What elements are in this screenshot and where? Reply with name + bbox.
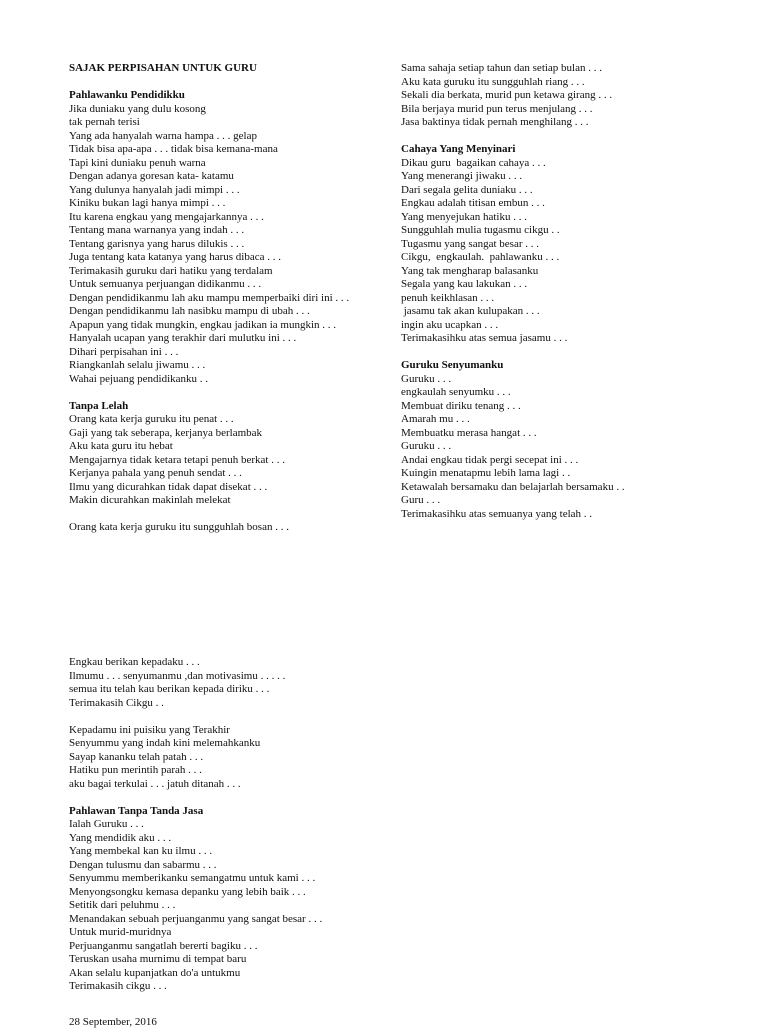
poem-line: Yang membekal kan ku ilmu . . .: [69, 845, 213, 857]
poem-line: Ialah Guruku . . .: [69, 818, 144, 830]
poem-line: tak pernah terisi: [69, 116, 140, 128]
poem-line: Sungguhlah mulia tugasmu cikgu . .: [401, 224, 560, 236]
poem-line: Membuatku merasa hangat . . .: [401, 426, 537, 439]
poem-line: Perjuanganmu sangatlah bererti bagiku . . .: [69, 939, 258, 952]
poem-line: Hatiku pun merintih parah . . .: [69, 764, 202, 776]
poem-line: jasamu tak akan kulupakan . . .: [401, 305, 540, 317]
poem-line: Terimakasihku atas semua jasamu . . .: [401, 332, 568, 344]
poem-column-right: [401, 62, 751, 521]
stanza-gap: [69, 710, 409, 724]
poem-line: Riangkanlah selalu jiwamu . . .: [69, 359, 206, 371]
poem-line: Wahai pejuang pendidikanku . .: [69, 372, 209, 385]
poem-line: Yang dulunya hanyalah jadi mimpi . . .: [69, 183, 240, 196]
poem-line: Dikau guru bagaikan cahaya . . .: [401, 156, 546, 169]
poem-line: Segala yang kau lakukan . . .: [401, 278, 528, 290]
poem-line: aku bagai terkulai . . . jatuh ditanah . . .: [69, 777, 241, 790]
poem-line: Mengajarnya tidak ketara tetapi penuh berkat . . .: [69, 453, 285, 466]
poem-heading: Pahlawan Tanpa Tanda Jasa: [69, 804, 204, 817]
poem-line: Yang ada hanyalah warna hampa . . . gelap: [69, 129, 257, 142]
poem-line: Untuk murid-muridnya: [69, 926, 172, 938]
poem-heading: Pahlawanku Pendidikku: [69, 89, 185, 101]
poem-line: Aku kata guruku itu sungguhlah riang . . .: [401, 75, 585, 88]
poem-line: Gaji yang tak seberapa, kerjanya berlambak: [69, 426, 263, 439]
poem-line: Dengan pendidikanmu lah aku mampu memperbaiki diri ini . . .: [69, 291, 350, 304]
stanza-gap: [401, 346, 751, 360]
poem-line: Membuat diriku tenang . . .: [401, 399, 521, 412]
poem-line: Yang tak mengharap balasanku: [401, 264, 539, 277]
poem-line: Tugasmu yang sangat besar . . .: [401, 237, 539, 250]
poem-line: Tentang mana warnanya yang indah . . .: [69, 224, 245, 236]
poem-line: Kiniku bukan lagi hanya mimpi . . .: [69, 197, 226, 209]
poem-line: semua itu telah kau berikan kepada diriku . . .: [69, 683, 270, 695]
poem-line: Dengan adanya goresan kata- katamu: [69, 170, 234, 182]
poem-line: Yang menyejukan hatiku . . .: [401, 210, 527, 223]
poem-line: Hanyalah ucapan yang terakhir dari mulutku ini . . .: [69, 332, 297, 344]
poem-line: Ilmumu . . . senyumanmu ,dan motivasimu . . . . .: [69, 669, 286, 682]
poem-line: Engkau berikan kepadaku . . .: [69, 656, 200, 668]
poem-line: Ilmu yang dicurahkan tidak dapat disekat . . .: [69, 480, 268, 493]
poem-line: Yang menerangi jiwaku . . .: [401, 170, 523, 182]
poem-line: Terimakasihku atas semuanya yang telah . .: [401, 507, 593, 520]
poem-line: Ketawalah bersamaku dan belajarlah bersamaku . .: [401, 480, 625, 493]
poem-line: Sekali dia berkata, murid pun ketawa girang . . .: [401, 89, 613, 101]
stanza-gap: [401, 130, 751, 144]
poem-heading: Cahaya Yang Menyinari: [401, 143, 516, 155]
poem-line: engkaulah senyumku . . .: [401, 386, 511, 398]
poem-line: Kerjanya pahala yang penuh sendat . . .: [69, 467, 242, 479]
poem-line: Apapun yang tidak mungkin, engkau jadikan ia mungkin . . .: [69, 318, 337, 331]
footer-date: 28 September, 2016: [69, 1016, 157, 1028]
poem-line: Untuk semuanya perjuangan didikanmu . . .: [69, 278, 262, 290]
poem-line: Dengan pendidikanmu lah nasibku mampu di ubah . . .: [69, 305, 310, 317]
poem-line: Guru . . .: [401, 494, 441, 506]
poem-line: ingin aku ucapkan . . .: [401, 318, 499, 331]
poem-line: Senyummu yang indah kini melemahkanku: [69, 737, 261, 749]
poem-line: Dengan tulusmu dan sabarmu . . .: [69, 858, 217, 871]
poem-line: Terimakasih guruku dari hatiku yang terdalam: [69, 264, 273, 277]
poem-line: Itu karena engkau yang mengajarkannya . . .: [69, 210, 264, 223]
poem-line: Terimakasih Cikgu . .: [69, 696, 164, 709]
poem-line: Terimakasih cikgu . . .: [69, 980, 167, 992]
poem-line: Yang mendidik aku . . .: [69, 831, 172, 844]
poem-line: Amarah mu . . .: [401, 413, 470, 425]
stanza-gap: [69, 76, 389, 90]
poem-line: Makin dicurahkan makinlah melekat: [69, 494, 231, 506]
poem-heading: SAJAK PERPISAHAN UNTUK GURU: [69, 62, 257, 74]
poem-line: Guruku . . .: [401, 372, 452, 385]
poem-line: Sama sahaja setiap tahun dan setiap bulan . . .: [401, 62, 602, 74]
poem-line: Kuingin menatapmu lebih lama lagi . .: [401, 467, 571, 479]
poem-heading: Tanpa Lelah: [69, 399, 129, 412]
poem-line: Engkau adalah titisan embun . . .: [401, 197, 545, 209]
poem-line: Orang kata kerja guruku itu penat . . .: [69, 413, 234, 425]
poem-line: Sayap kananku telah patah . . .: [69, 750, 204, 763]
poem-line: Dihari perpisahan ini . . .: [69, 345, 179, 358]
poem-line: Bila berjaya murid pun terus menjulang . . .: [401, 102, 593, 115]
poem-line: Cikgu, engkaulah. pahlawanku . . .: [401, 251, 560, 263]
poem-column-left: [69, 62, 389, 535]
poem-line: Aku kata guru itu hebat: [69, 440, 173, 452]
poem-line: Orang kata kerja guruku itu sungguhlah bosan . . .: [69, 521, 289, 533]
poem-line: Tapi kini duniaku penuh warna: [69, 156, 206, 169]
poem-line: Tentang garisnya yang harus dilukis . . .: [69, 237, 245, 250]
poem-line: Teruskan usaha murnimu di tempat baru: [69, 953, 247, 965]
poem-line: Dari segala gelita duniaku . . .: [401, 183, 533, 196]
poem-line: Jasa baktinya tidak pernah menghilang . . .: [401, 116, 589, 128]
poem-line: penuh keikhlasan . . .: [401, 291, 495, 304]
poem-line: Kepadamu ini puisiku yang Terakhir: [69, 723, 230, 736]
stanza-gap: [69, 386, 389, 400]
poem-line: Senyummu memberikanku semangatmu untuk kami . . .: [69, 872, 316, 884]
poem-line: Juga tentang kata katanya yang harus dibaca . . .: [69, 251, 281, 263]
poem-line: Tidak bisa apa-apa . . . tidak bisa kemana-mana: [69, 143, 278, 155]
stanza-gap: [69, 508, 389, 522]
poem-line: Andai engkau tidak pergi secepat ini . . .: [401, 453, 579, 466]
poem-line: Akan selalu kupanjatkan do'a untukmu: [69, 966, 241, 979]
poem-line: Jika duniaku yang dulu kosong: [69, 102, 206, 115]
stanza-gap: [69, 791, 409, 805]
poem-column-bottom: [69, 656, 409, 994]
poem-line: Menyongsongku kemasa depanku yang lebih baik . . .: [69, 885, 306, 898]
poem-line: Menandakan sebuah perjuanganmu yang sangat besar . . .: [69, 912, 323, 925]
poem-line: Guruku . . .: [401, 440, 452, 452]
poem-heading: Guruku Senyumanku: [401, 359, 504, 371]
poem-line: Setitik dari peluhmu . . .: [69, 899, 176, 911]
